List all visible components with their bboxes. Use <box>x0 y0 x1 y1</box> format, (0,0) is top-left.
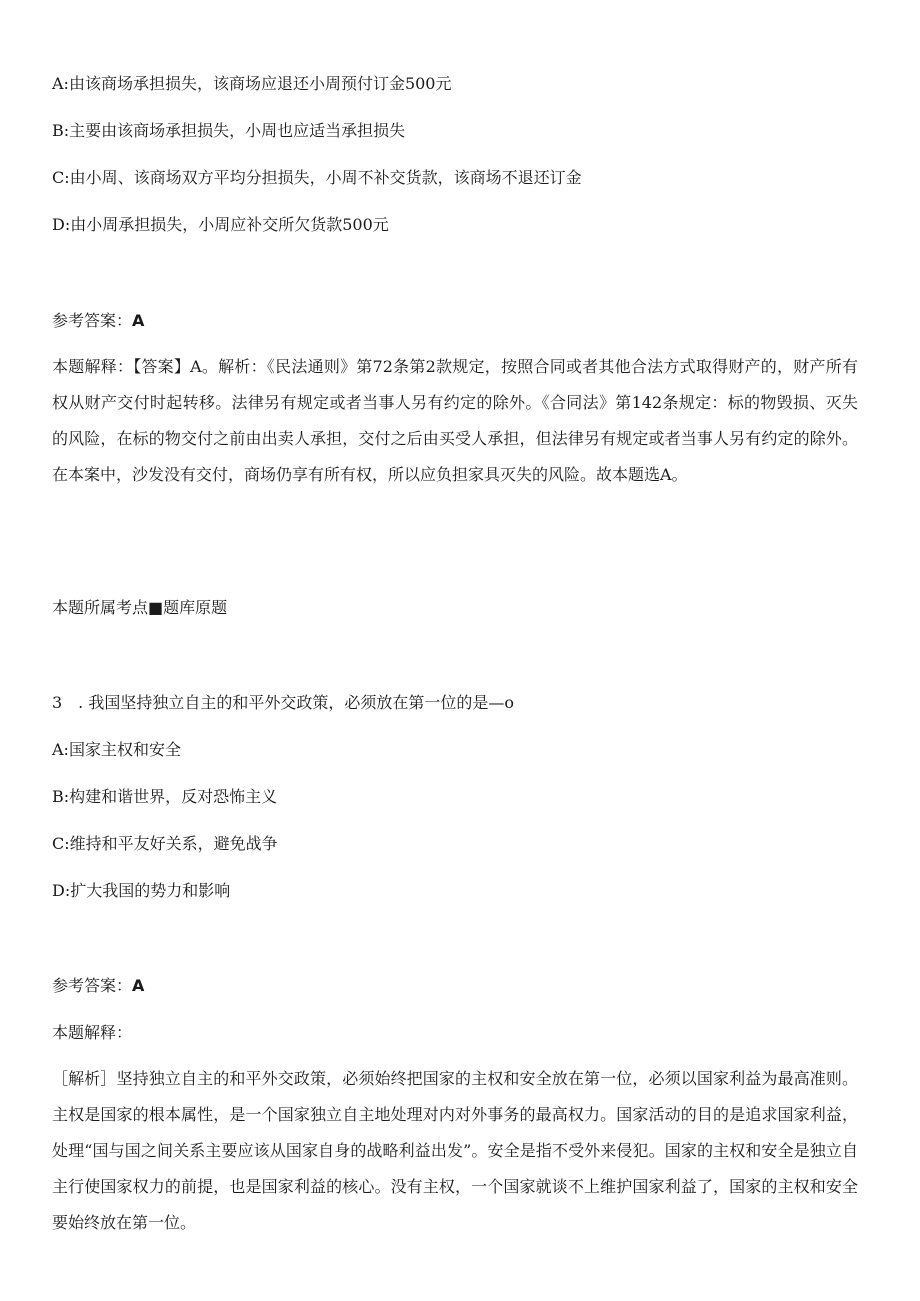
answer-label: 参考答案： <box>52 311 133 330</box>
q3-option-a: A:国家主权和安全 <box>52 740 181 759</box>
q2-explanation: 本题解释：【答案】A。解析：《民法通则》第72条第2款规定，按照合同或者其他合法方式取得财产的，财产所有权从财产交付时起转移。法律另有规定或者当事人另有约定的除外。《合同法》第142条规定：标的物毁损、灭失的风险，在标的物交付之前由出卖人承担，交付之后由买受人承担，但法律另有规定或者当事人另有约定的除外。在本案中，沙发没有交付，商场仍享有所有权，所以应负担家具灭失的风险。故本题选A。 <box>52 357 858 484</box>
q2-option-c: C:由小周、该商场双方平均分担损失，小周不补交货款，该商场不退还订金 <box>52 168 582 187</box>
q2-topic: 本题所属考点■题库原题 <box>52 598 228 617</box>
q3-question: 3 . 我国坚持独立自主的和平外交政策，必须放在第一位的是—o <box>52 693 514 712</box>
q2-answer <box>52 311 144 331</box>
q2-option-d: D:由小周承担损失，小周应补交所欠货款500元 <box>52 215 389 234</box>
q3-explanation: ［解析］坚持独立自主的和平外交政策，必须始终把国家的主权和安全放在第一位，必须以国家利益为最高准则。主权是国家的根本属性，是一个国家独立自主地处理对内对外事务的最高权力。国家活动的目的是追求国家利益，处理“国与国之间关系主要应该从国家自身的战略利益出发”。安全是指不受外来侵犯。国家的主权和安全是独立自主行使国家权力的前提，也是国家利益的核心。没有主权，一个国家就谈不上维护国家利益了，国家的主权和安全要始终放在第一位。 <box>52 1069 858 1232</box>
answer-value: A <box>132 311 145 330</box>
answer-label: 参考答案： <box>52 976 133 995</box>
q3-answer <box>52 976 144 996</box>
q2-option-a: A:由该商场承担损失，该商场应退还小周预付订金500元 <box>52 74 452 93</box>
answer-value: A <box>132 976 145 995</box>
q3-explanation-label: 本题解释： <box>52 1023 133 1042</box>
q2-option-b: B:主要由该商场承担损失，小周也应适当承担损失 <box>52 121 406 140</box>
q3-option-c: C:维持和平友好关系，避免战争 <box>52 834 278 853</box>
q3-option-d: D:扩大我国的势力和影响 <box>52 881 231 900</box>
q3-option-b: B:构建和谐世界，反对恐怖主义 <box>52 787 278 806</box>
